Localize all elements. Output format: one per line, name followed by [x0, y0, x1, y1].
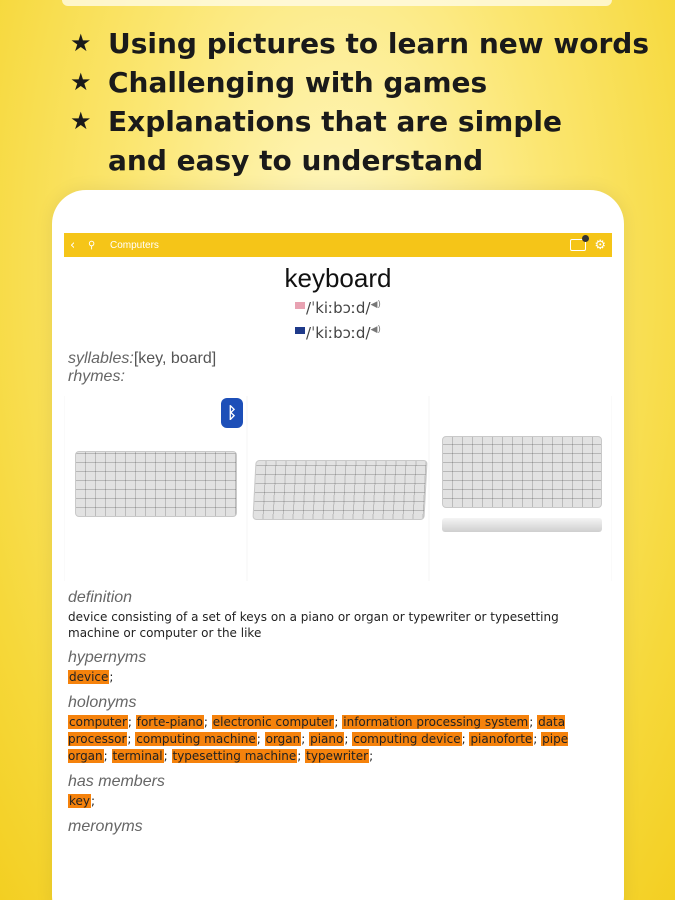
syllables-value: [key, board]	[133, 350, 217, 367]
word-link[interactable]: piano	[310, 732, 344, 746]
pronunciation-uk[interactable]: /ˈkiːbɔːd/◀)	[64, 294, 612, 319]
word-link[interactable]: organ	[265, 732, 301, 746]
flashcards-icon[interactable]	[570, 239, 586, 251]
word-link[interactable]: typesetting machine	[172, 749, 297, 763]
word-link[interactable]: information processing system	[343, 715, 529, 729]
promo-line-2: ★ Challenging with games	[70, 63, 660, 102]
definitions	[64, 589, 612, 836]
star-icon: ★	[70, 68, 92, 96]
word-link[interactable]: data processor	[68, 715, 566, 746]
definition-label: definition	[68, 589, 133, 606]
headword: keyboard	[284, 263, 392, 293]
promo-line-1: ★ Using pictures to learn new words	[70, 24, 660, 63]
top-strip	[62, 0, 612, 6]
star-icon: ★	[70, 29, 92, 57]
meronyms-label: meronyms	[68, 818, 143, 835]
word-link[interactable]: computing device	[353, 732, 461, 746]
bluetooth-icon: ᛒ	[221, 398, 243, 428]
hypernyms-list: device;	[69, 670, 114, 684]
keyboard-image-3[interactable]	[430, 396, 611, 581]
gear-icon[interactable]: ⚙	[594, 237, 606, 253]
uk-flag-icon	[295, 302, 305, 309]
keyboard-image-1[interactable]	[65, 396, 246, 581]
promo-line-3: ★ Explanations that are simple	[70, 102, 660, 141]
back-arrow-icon[interactable]: ‹	[70, 237, 76, 253]
keyboard-image-2[interactable]	[248, 396, 429, 581]
star-icon: ★	[70, 107, 92, 135]
speaker-icon[interactable]: ◀)	[370, 325, 381, 335]
holonyms-label: holonyms	[68, 694, 137, 711]
word-link[interactable]: key	[69, 794, 91, 808]
search-icon[interactable]: ⚲	[88, 239, 96, 251]
word-link[interactable]: forte-piano	[136, 715, 203, 729]
has-members-label: has members	[68, 773, 165, 790]
au-flag-icon	[295, 327, 305, 334]
app-bar	[64, 233, 612, 257]
definition-text: device consisting of a set of keys on a piano or organ or typewriter or typesetting machine or computer or the like	[68, 610, 559, 640]
holonyms-list: computer; forte-piano; electronic computer; information processing system; data processor; computing machine; organ; piano; computing device; pianoforte; pipe organ; terminal; typesetting machine; typewriter;	[68, 715, 569, 763]
word-link[interactable]: device	[69, 670, 109, 684]
word-link[interactable]: electronic computer	[212, 715, 334, 729]
hypernyms-label: hypernyms	[68, 649, 147, 666]
word-link[interactable]: terminal	[112, 749, 163, 763]
has-members-list: key;	[69, 794, 96, 808]
word-link[interactable]: computing machine	[136, 732, 256, 746]
syllables-row: syllables:[key, board]	[68, 350, 217, 367]
app-screen	[64, 233, 612, 900]
image-gallery[interactable]	[64, 396, 612, 581]
promo-line-4: and easy to understand	[108, 144, 484, 177]
rhymes-label: rhymes:	[68, 368, 125, 385]
badge-dot	[582, 235, 589, 242]
word-link[interactable]: typewriter	[306, 749, 369, 763]
pronunciation-au[interactable]: /ˈkiːbɔːd/◀)	[64, 319, 612, 344]
word-link[interactable]: pianoforte	[470, 732, 533, 746]
promo-text	[70, 24, 660, 180]
search-query[interactable]: Computers	[110, 239, 159, 251]
word-link[interactable]: computer	[69, 715, 127, 729]
word-link[interactable]: pipe organ	[68, 732, 569, 763]
speaker-icon[interactable]: ◀)	[370, 300, 381, 310]
